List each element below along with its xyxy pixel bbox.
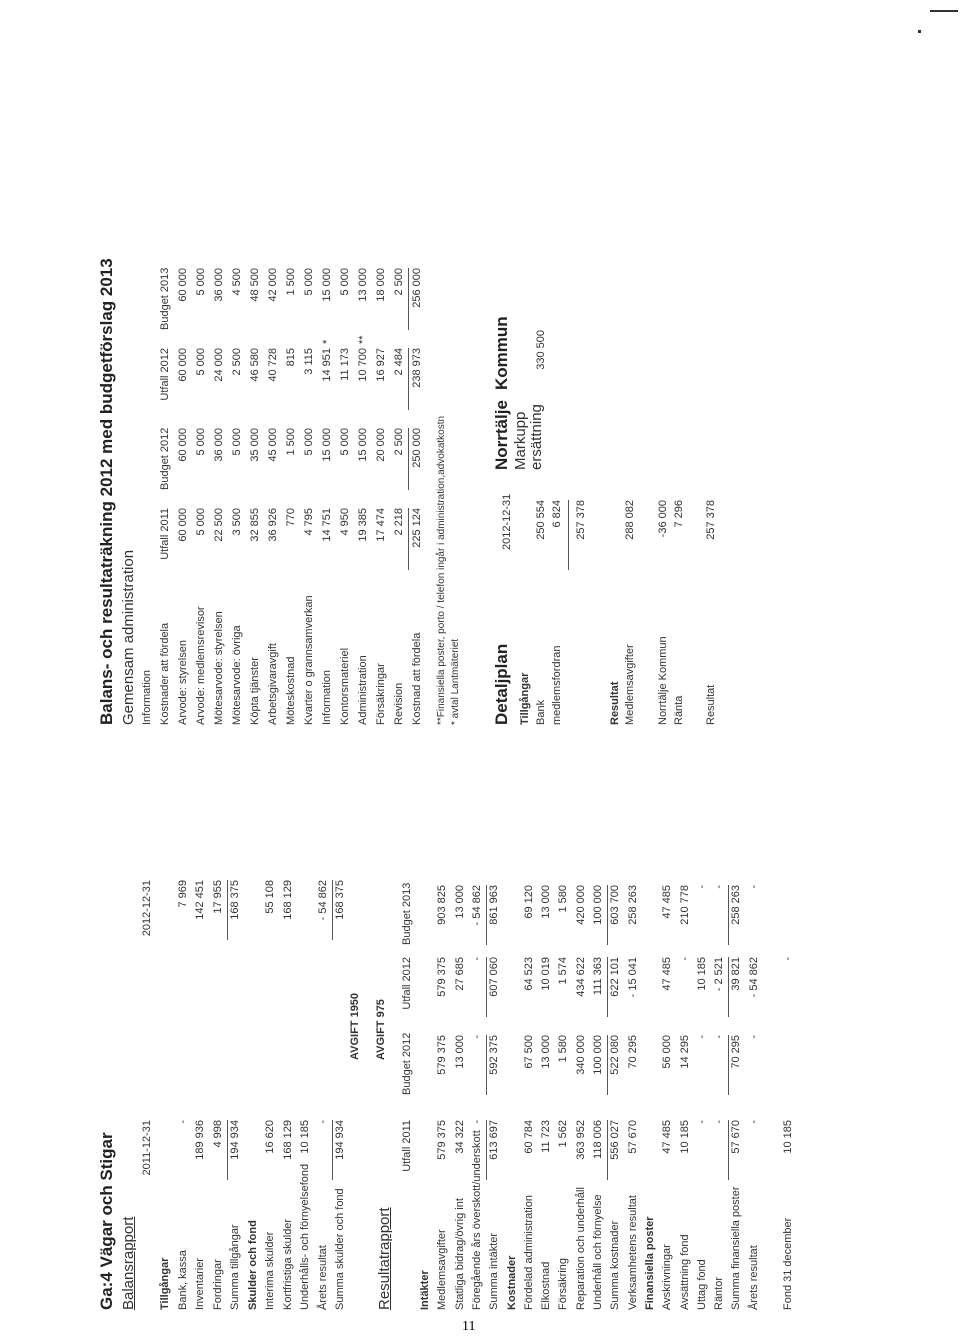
ranta-label: Ränta — [673, 695, 685, 725]
admin-row-label: Kostnad att fördela — [411, 632, 423, 725]
admin-cell: 60 000 — [177, 508, 189, 542]
result-cell: - 2 521 — [713, 957, 726, 992]
admin-cell: 5 000 — [195, 268, 207, 296]
admin-cell: 5 000 — [339, 428, 351, 456]
result-cell: - — [470, 1035, 483, 1039]
result-cell: 592 375 — [488, 1035, 501, 1075]
result-cell: 607 060 — [488, 957, 501, 997]
result-cell: 57 670 — [730, 1120, 743, 1154]
result-cell: 70 295 — [626, 1035, 639, 1069]
norrtalje-heading: Norrtälje — [492, 400, 511, 470]
avgift-1950: AVGIFT 1950 — [349, 992, 361, 1060]
ersattning-value: 330 500 — [535, 330, 547, 370]
scan-edge-mark — [930, 10, 958, 12]
admin-cell: 225 124 — [411, 508, 423, 548]
admin-row-label: Köpta tjänster — [249, 657, 261, 725]
admin-row-label: Kvarter o grannsamverkan — [303, 595, 315, 725]
admin-row-label: Information — [141, 669, 153, 725]
admin-cell: 4 950 — [339, 508, 351, 536]
admin-cell: 256 000 — [411, 268, 423, 308]
admin-row-label: Arvode: styrelsen — [177, 640, 189, 725]
result-cell: 258 263 — [626, 885, 639, 925]
balans-header-2011: 2011-12-31 — [141, 1120, 153, 1176]
balansrapport-title: Balansrapport — [120, 1216, 137, 1310]
result-row-label: Summa intäkter — [488, 1232, 501, 1310]
result-cell: 118 006 — [592, 1120, 604, 1159]
admin-cell: 1 500 — [285, 428, 297, 456]
right-subtitle: Gemensam administration — [120, 549, 137, 725]
admin-cell: 5 000 — [303, 428, 315, 456]
admin-cell: 15 000 — [357, 428, 369, 462]
result-cell: 100 000 — [592, 1035, 604, 1075]
result-cell: 13 000 — [540, 885, 553, 919]
balans-row-label: Skulder och fond — [246, 1220, 259, 1310]
result-cell: 1 580 — [557, 1035, 570, 1063]
admin-cell: 2 500 — [393, 428, 405, 456]
balans-cell: - — [316, 1120, 329, 1124]
admin-cell: 20 000 — [375, 428, 387, 462]
result-cell: 10 185 — [695, 957, 708, 991]
balans-cell: 194 934 — [334, 1120, 346, 1160]
result-cell: 100 000 — [592, 885, 604, 925]
balans-row-label: Underhålls- och förnyelsefond — [299, 1163, 311, 1310]
rotated-scan-sheet — [97, 100, 890, 1310]
result-row-label: Statliga bidrag/övrig int — [453, 1198, 466, 1310]
admin-cell: 17 474 — [375, 508, 387, 542]
result-cell: 27 685 — [453, 957, 466, 991]
result-row-label: Försäkring — [557, 1258, 570, 1310]
admin-cell: 24 000 — [213, 348, 225, 382]
admin-cell: 10 700 — [357, 348, 369, 382]
result-cell: - 54 862 — [470, 885, 483, 926]
result-row-label: Fond 31 december — [782, 1217, 795, 1310]
result-cell: 111 363 — [592, 957, 604, 996]
balans-cell: 7 969 — [176, 880, 189, 908]
admin-cell: 3 115 — [303, 348, 315, 375]
bank-label: Bank — [535, 699, 547, 725]
result-row-label: Kostnader — [505, 1255, 518, 1310]
admin-cell: 16 927 — [375, 348, 387, 382]
result-cell: 363 952 — [574, 1120, 587, 1160]
fordran-value: 6 824 — [551, 500, 563, 528]
markupp-label: Markupp — [512, 411, 529, 470]
balans-row-label: Fordringar — [211, 1259, 224, 1310]
balans-cell: 55 108 — [264, 880, 276, 914]
detaljplan-title: Detaljplan — [492, 643, 511, 725]
result-cell: 13 000 — [453, 1035, 466, 1069]
balans-row-label: Summa skulder och fond — [334, 1188, 346, 1310]
balans-cell: 16 620 — [264, 1120, 276, 1154]
balans-cell: 168 129 — [281, 1120, 294, 1160]
result-cell: 622 101 — [609, 957, 622, 997]
admin-row-label: Försäkringar — [375, 663, 387, 725]
admin-cell: 2 218 — [393, 508, 405, 536]
result-cell: 434 622 — [574, 957, 587, 997]
result-cell: 67 500 — [522, 1035, 535, 1069]
admin-cell: 14 951 — [321, 348, 333, 382]
result-cell: 47 485 — [661, 885, 674, 919]
admin-cell: 2 484 — [393, 348, 405, 376]
result-row-label: Fördelad administration — [522, 1195, 535, 1310]
result-cell: 14 295 — [678, 1035, 691, 1069]
balans-row-label: Inventarier — [194, 1258, 206, 1310]
result-cell: 57 670 — [626, 1120, 639, 1154]
medlemsavg-value: 288 082 — [624, 500, 636, 540]
admin-cell: 36 000 — [213, 428, 225, 462]
result-row-label: Summa finansiella poster — [730, 1186, 743, 1310]
result-cell: 579 375 — [436, 1035, 449, 1075]
admin-footnote-mark: * — [321, 339, 333, 344]
result-cell: 47 485 — [661, 957, 674, 991]
detaljplan-date: 2012-12-31 — [501, 493, 513, 550]
right-title: Balans- och resultaträkning 2012 med budgetförslag 2013 — [97, 258, 116, 725]
admin-cell: 5 000 — [303, 268, 315, 296]
result-header-2: Utfall 2012 — [401, 957, 413, 1010]
admin-sum-line — [408, 268, 409, 330]
admin-cell: 22 500 — [213, 508, 225, 542]
result-header-1: Budget 2012 — [401, 1032, 413, 1095]
ranta-value: 7 296 — [673, 500, 685, 528]
result-cell: - 15 041 — [626, 957, 639, 998]
kommun-row-value: -36 000 — [657, 500, 669, 538]
admin-cell: 42 000 — [267, 268, 279, 302]
detalj-divider-1 — [568, 500, 569, 570]
result-cell: - — [695, 885, 708, 889]
result-cell: 13 000 — [540, 1035, 553, 1069]
admin-row-label: Kostnader att fördela — [159, 622, 171, 725]
admin-cell: Budget 2013 — [159, 267, 171, 330]
balans-row-label: Årets resultat — [316, 1245, 329, 1310]
result-row-label: Finansiella poster — [643, 1216, 656, 1310]
result-cell: 69 120 — [522, 885, 535, 919]
admin-row-label: Arvode: medlemsrevisor — [195, 606, 207, 725]
result-cell: 34 322 — [453, 1120, 466, 1154]
admin-sum-line — [408, 508, 409, 570]
balans-cell: 194 934 — [229, 1120, 241, 1160]
result-cell: - — [713, 1120, 726, 1124]
result-header-0: Utfall 2011 — [401, 1120, 413, 1172]
result-cell: - — [695, 1035, 708, 1039]
result-row-label: Verksamhetens resultat — [626, 1195, 639, 1310]
balans-row-label: Summa tillgångar — [229, 1224, 241, 1310]
admin-cell: 19 385 — [357, 508, 369, 542]
result-cell: 47 485 — [661, 1120, 674, 1154]
admin-cell: 35 000 — [249, 428, 261, 462]
result-cell: 420 000 — [574, 885, 587, 925]
avgift-975: AVGIFT 975 — [375, 999, 387, 1060]
result-cell: - — [678, 957, 691, 961]
result-cell: - — [747, 1120, 760, 1124]
footnote-finansiella: **Finansiella poster, porto / telefon ingår i administration,advokatkostn — [436, 415, 447, 725]
admin-cell: 14 751 — [321, 508, 333, 542]
kommun-row-label: Norrtälje Kommun — [657, 636, 669, 725]
footnote-lantmateriet: * avtal Lantmäteriet — [450, 638, 461, 725]
admin-cell: 46 580 — [249, 348, 261, 382]
result-cell: - — [695, 1120, 708, 1124]
admin-row-label: Revision — [393, 682, 405, 725]
admin-cell: 45 000 — [267, 428, 279, 462]
result-cell: - — [470, 1120, 483, 1124]
admin-cell: 250 000 — [411, 428, 423, 468]
admin-cell: 2 500 — [231, 348, 243, 376]
result-cell: 11 723 — [540, 1120, 553, 1153]
balans-row-label: Interima skulder — [264, 1231, 276, 1310]
result-cell: 56 000 — [661, 1035, 674, 1069]
admin-cell: 32 855 — [249, 508, 261, 542]
result-cell: 10 185 — [782, 1120, 795, 1154]
kommun-heading: Kommun — [492, 316, 511, 390]
result-row-label: Underhåll och förnyelse — [592, 1194, 604, 1310]
admin-cell: 5 000 — [195, 428, 207, 456]
result-cell: 1 562 — [557, 1120, 570, 1148]
admin-cell: 815 — [285, 348, 297, 367]
result-cell: 13 000 — [453, 885, 466, 919]
admin-cell: 4 500 — [231, 268, 243, 296]
admin-cell: 1 500 — [285, 268, 297, 296]
result-cell: 861 963 — [488, 885, 501, 925]
admin-cell: 60 000 — [177, 268, 189, 302]
result-cell: 1 580 — [557, 885, 570, 913]
result-cell: - — [782, 957, 795, 961]
result-row-label: Uttag fond — [695, 1259, 708, 1310]
admin-cell: 4 795 — [303, 508, 315, 536]
admin-cell: 2 500 — [393, 268, 405, 296]
result-cell: 340 000 — [574, 1035, 587, 1075]
admin-row-label: Möteskostnad — [285, 656, 297, 725]
admin-cell: 3 500 — [231, 508, 243, 536]
admin-cell: 11 173 — [339, 348, 351, 381]
balans-cell: - — [176, 1120, 189, 1124]
result-row-label: Årets resultat — [747, 1245, 760, 1310]
result-row-label: Reparation och underhåll — [574, 1187, 587, 1310]
balans-cell: 142 451 — [194, 880, 206, 920]
result-cell: - — [713, 1035, 726, 1039]
association-title: Ga:4 Vägar och Stigar — [97, 1132, 116, 1310]
balans-cell: 10 185 — [299, 1120, 311, 1154]
ersattning-label: ersättning — [528, 404, 545, 470]
admin-cell: 5 000 — [195, 508, 207, 536]
admin-cell: Utfall 2012 — [159, 348, 171, 401]
admin-cell: 60 000 — [177, 428, 189, 462]
result-header-3: Budget 2013 — [401, 882, 413, 945]
admin-cell: 238 973 — [411, 348, 423, 388]
balans-row-label: Tillgångar — [159, 1257, 171, 1310]
result-cell: 64 523 — [522, 957, 535, 991]
admin-cell: 5 000 — [231, 428, 243, 456]
result-cell: 10 019 — [540, 957, 553, 991]
result-cell: - — [470, 957, 483, 961]
balans-row-label: Kortfristiga skulder — [281, 1218, 294, 1310]
resultat-heading: Resultat — [609, 681, 621, 725]
balans-cell: 168 129 — [281, 880, 294, 920]
page-number: 11 — [462, 1319, 476, 1334]
admin-row-label: Administration — [357, 655, 369, 725]
result-cell: 613 697 — [488, 1120, 501, 1160]
result-cell: 579 375 — [436, 957, 449, 997]
admin-cell: 60 000 — [177, 348, 189, 382]
result-row-label: Föregående års överskott/underskott — [470, 1130, 483, 1310]
result-cell: - — [747, 885, 760, 889]
result-cell: 1 574 — [557, 957, 570, 985]
admin-cell: 18 000 — [375, 268, 387, 302]
balans-row-label: Bank, kassa — [176, 1250, 189, 1310]
balans-cell: 17 955 — [211, 880, 224, 914]
result-cell: 10 185 — [678, 1120, 691, 1154]
result-row-label: Räntor — [713, 1276, 726, 1310]
admin-cell: 40 728 — [267, 348, 279, 382]
admin-row-label: Information — [321, 669, 333, 725]
balans-cell: - 54 862 — [316, 880, 329, 921]
admin-cell: 5 000 — [195, 348, 207, 376]
result-cell: - — [747, 1035, 760, 1039]
medlemsavg-label: Medlemsavgifter — [624, 644, 636, 725]
admin-cell: 13 000 — [357, 268, 369, 302]
result-row-label: Elkostnad — [540, 1261, 553, 1310]
admin-cell: 15 000 — [321, 428, 333, 462]
resultat-value: 257 378 — [705, 500, 717, 540]
admin-cell: 36 926 — [267, 508, 279, 542]
result-cell: 70 295 — [730, 1035, 743, 1069]
result-row-label: Avskrivningar — [661, 1244, 674, 1310]
fordran-label: medlemsfordran — [551, 645, 563, 725]
balans-cell: 189 936 — [194, 1120, 206, 1160]
admin-row-label: Mötesarvode: styrelsen — [213, 611, 225, 725]
balans-cell: 4 998 — [211, 1120, 224, 1148]
result-cell: 210 778 — [678, 885, 691, 925]
result-cell: 60 784 — [522, 1120, 535, 1154]
scan-dot-mark — [918, 30, 921, 33]
result-row-label: Avsättning fond — [678, 1234, 691, 1310]
result-cell: 556 027 — [609, 1120, 622, 1160]
resultat-label: Resultat — [705, 684, 717, 725]
result-cell: - 54 862 — [747, 957, 760, 998]
result-cell: 258 263 — [730, 885, 743, 925]
admin-row-label: Arbetsgivaravgift — [267, 643, 279, 725]
admin-sum-line — [408, 428, 409, 490]
bank-value: 250 554 — [535, 500, 547, 540]
admin-cell: 770 — [285, 508, 297, 527]
result-cell: 39 821 — [730, 957, 743, 991]
admin-footnote-mark: ** — [357, 335, 369, 344]
result-cell: 603 700 — [609, 885, 622, 925]
admin-sum-line — [408, 348, 409, 410]
admin-cell: 5 000 — [339, 268, 351, 296]
admin-row-label: Mötesarvode: övriga — [231, 625, 243, 725]
admin-cell: 15 000 — [321, 268, 333, 302]
sum-tillgangar-value: 257 378 — [575, 500, 587, 540]
resultatrapport-title: Resultatrapport — [376, 1207, 393, 1310]
balans-cell: 168 375 — [334, 880, 346, 920]
admin-cell: 48 500 — [249, 268, 261, 302]
admin-cell: Utfall 2011 — [159, 508, 171, 560]
result-cell: 903 825 — [436, 885, 449, 925]
result-row-label: Intäkter — [419, 1270, 431, 1310]
tillgangar-label: Tillgångar — [519, 672, 531, 725]
result-row-label: Summa kostnader — [609, 1220, 622, 1310]
result-row-label: Medlemsavgifter — [436, 1229, 449, 1310]
result-cell: 579 375 — [436, 1120, 449, 1160]
balans-header-2012: 2012-12-31 — [141, 880, 153, 937]
admin-row-label: Kontorsmateriel — [339, 647, 351, 725]
admin-cell: 36 000 — [213, 268, 225, 302]
result-cell: 522 080 — [609, 1035, 622, 1075]
result-cell: - — [713, 885, 726, 889]
balans-cell: 168 375 — [229, 880, 241, 920]
admin-cell: Budget 2012 — [159, 427, 171, 490]
